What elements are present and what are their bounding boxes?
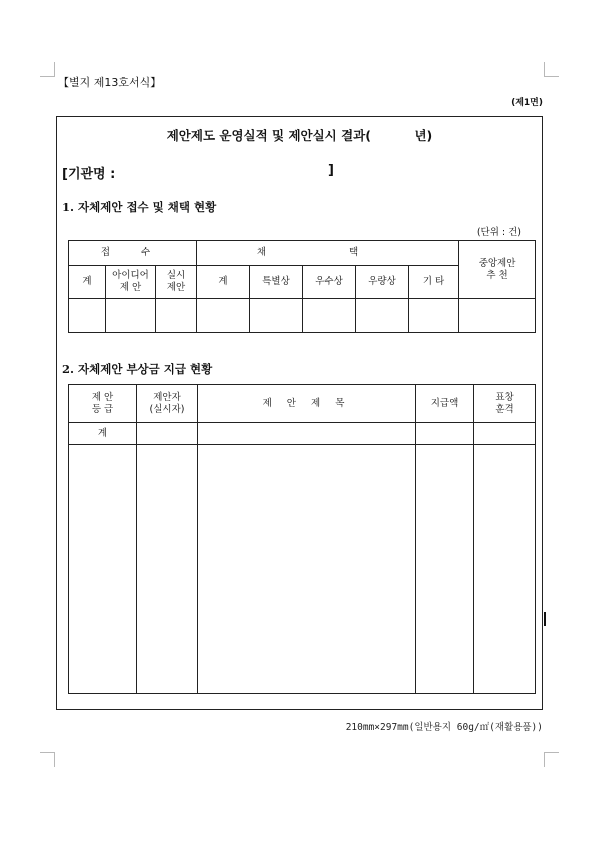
col-award-grade: 표창 훈격 (474, 385, 536, 423)
central-recommend-header: 중앙제안 추 천 (459, 241, 536, 299)
total-label: 계 (69, 423, 137, 445)
document-title: 제안제도 운영실적 및 제안실시 결과( 년) (166, 128, 433, 143)
col-adopt-total: 계 (197, 266, 250, 299)
cell[interactable] (409, 299, 459, 333)
cell[interactable] (416, 445, 474, 694)
col-excellence-prize: 우수상 (303, 266, 356, 299)
table-row (69, 445, 536, 694)
cell[interactable] (69, 299, 106, 333)
cell[interactable] (106, 299, 156, 333)
cell[interactable] (137, 423, 198, 445)
cell[interactable] (197, 299, 250, 333)
col-proposer: 제안자 (실시자) (137, 385, 198, 423)
cell[interactable] (198, 445, 416, 694)
receipt-group-header: 접 수 (69, 241, 197, 266)
col-special-prize: 특별상 (250, 266, 303, 299)
adoption-group-header: 채 택 (197, 241, 459, 266)
unit-label: (단위 : 건) (476, 227, 521, 238)
reward-table (68, 384, 536, 694)
crop-mark-bottom-left (40, 752, 55, 767)
table-row (69, 299, 536, 333)
cell[interactable] (250, 299, 303, 333)
page-number: (제1면) (511, 98, 543, 108)
total-row (69, 423, 536, 445)
form-type-label: 【별지 제13호서식】 (58, 76, 162, 89)
section1-heading: 1. 자체제안 접수 및 채택 현황 (62, 200, 217, 214)
cell[interactable] (474, 445, 536, 694)
cell[interactable] (474, 423, 536, 445)
col-payment-amount: 지급액 (416, 385, 474, 423)
paper-spec-footer: 210mm×297mm(일반용지 60g/㎡(재활용품)) (345, 722, 543, 733)
frame-edge-mark (544, 612, 546, 626)
crop-mark-bottom-right (544, 752, 559, 767)
col-proposal-title: 제 안 제 목 (198, 385, 416, 423)
cell[interactable] (198, 423, 416, 445)
col-receipt-total: 계 (69, 266, 106, 299)
cell[interactable] (459, 299, 536, 333)
cell[interactable] (416, 423, 474, 445)
crop-mark-top-right (544, 62, 559, 77)
cell[interactable] (303, 299, 356, 333)
cell[interactable] (356, 299, 409, 333)
crop-mark-top-left (40, 62, 55, 77)
adoption-table (68, 240, 536, 333)
col-idea-proposal: 아이디어 제 안 (106, 266, 156, 299)
col-merit-prize: 우량상 (356, 266, 409, 299)
col-other: 기 타 (409, 266, 459, 299)
cell[interactable] (69, 445, 137, 694)
agency-label: [기관명 : (62, 167, 116, 182)
cell[interactable] (137, 445, 198, 694)
col-implemented-proposal: 실시 제안 (156, 266, 197, 299)
col-proposal-grade: 제 안 등 급 (69, 385, 137, 423)
cell[interactable] (156, 299, 197, 333)
section2-heading: 2. 자체제안 부상금 지급 현황 (62, 362, 213, 376)
agency-bracket: ] (328, 163, 334, 178)
